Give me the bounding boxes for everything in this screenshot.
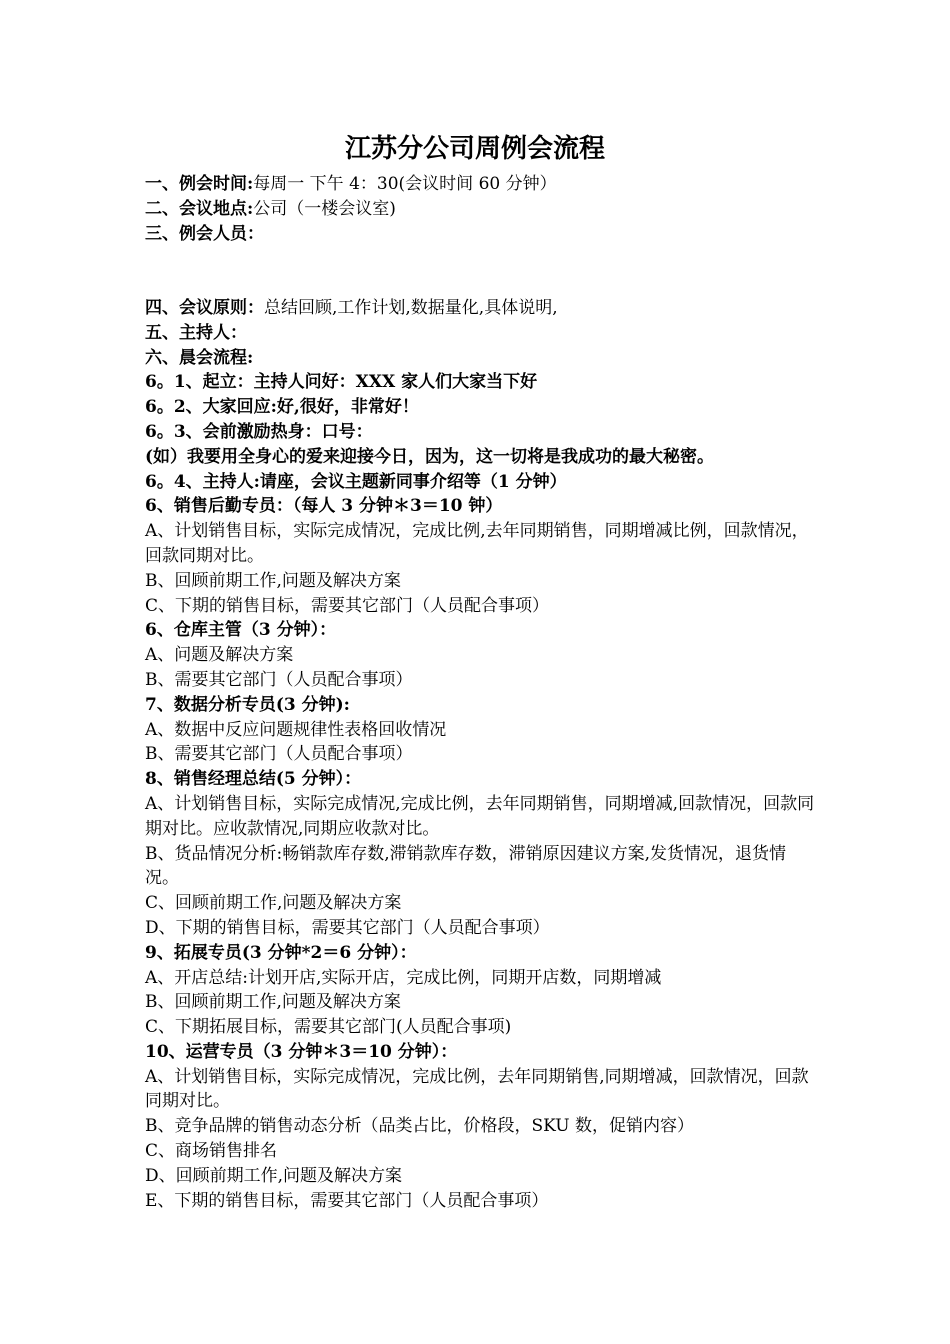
meeting-location-line: 二、会议地点:公司（一楼会议室) [145,198,396,219]
operations-item-d: D、回顾前期工作,问题及解决方案 [145,1165,403,1186]
operations-item-a: A、计划销售目标，实际完成情况，完成比例，去年同期销售,同期增减，回款情况，回款同期对比。 [145,1066,809,1112]
flow-step-6-2: 6。2、大家回应:好,很好，非常好！ [145,397,419,418]
data-analysis-item-b: B、需要其它部门（人员配合事项） [145,744,413,765]
section-expansion-heading: 9、拓展专员(3 分钟*2＝6 分钟）： [145,942,417,963]
document-title: 江苏分公司周例会流程 [344,134,605,164]
flow-step-6-4: 6。4、主持人:请座，会议主题新同事介绍等（1 分钟） [145,471,567,492]
sales-manager-item-d: D、下期的销售目标，需要其它部门（人员配合事项） [145,917,550,938]
operations-item-c: C、商场销售排名 [145,1141,278,1162]
sales-manager-item-b: B、货品情况分析:畅销款库存数,滞销款库存数，滞销原因建议方案,发货情况，退货情况。 [145,843,787,889]
data-analysis-item-a: A、数据中反应问题规律性表格回收情况 [145,719,447,740]
expansion-item-c: C、下期拓展目标，需要其它部门(人员配合事项) [145,1017,512,1038]
section-sales-support-heading: 6、销售后勤专员：（每人 3 分钟＊3＝10 钟） [145,496,503,517]
section-data-analysis-heading: 7、数据分析专员(3 分钟): [145,694,350,715]
expansion-item-b: B、回顾前期工作,问题及解决方案 [145,992,401,1013]
sales-support-item-a: A、计划销售目标，实际完成情况，完成比例,去年同期销售，同期增减比例，回款情况，回款同期对比。 [145,521,809,566]
slogan-line: (如）我要用全身心的爱来迎接今日，因为，这一切将是我成功的最大秘密。 [145,446,715,467]
sales-manager-item-a: A、计划销售目标，实际完成情况,完成比例，去年同期销售，同期增减,回款情况，回款同期对比。应收款情况,同期应收款对比。 [145,793,815,839]
section-operations-heading: 10、运营专员（3 分钟＊3＝10 分钟）： [145,1041,458,1062]
sales-support-item-b: B、回顾前期工作,问题及解决方案 [145,570,401,591]
operations-item-e: E、下期的销售目标，需要其它部门（人员配合事项） [145,1190,549,1211]
meeting-time-line: 一、例会时间:每周一 下午 4：30(会议时间 60 分钟） [145,174,557,194]
warehouse-item-a: A、问题及解决方案 [145,645,294,666]
meeting-attendees-line: 三、例会人员： [145,223,264,244]
section-warehouse-heading: 6、仓库主管（3 分钟）： [145,620,337,641]
meeting-principles-line: 四、会议原则：总结回顾,工作计划,数据量化,具体说明, [145,297,558,318]
sales-support-item-c: C、下期的销售目标，需要其它部门（人员配合事项） [145,595,550,616]
flow-step-6-1: 6。1、起立：主持人问好：XXX 家人们大家当下好 [145,372,538,393]
blank-space [145,246,815,296]
morning-meeting-flow-heading: 六、晨会流程: [145,347,254,368]
warehouse-item-b: B、需要其它部门（人员配合事项） [145,669,413,690]
section-sales-manager-heading: 8、销售经理总结(5 分钟）： [145,769,362,790]
flow-step-6-3: 6。3、会前激励热身：口号： [145,421,373,442]
sales-manager-item-c: C、回顾前期工作,问题及解决方案 [145,893,402,914]
expansion-item-a: A、开店总结:计划开店,实际开店，完成比例，同期开店数，同期增减 [145,967,662,988]
operations-item-b: B、竞争品牌的销售动态分析（品类占比，价格段，SKU 数，促销内容） [145,1116,694,1137]
host-line: 五、主持人： [145,322,247,343]
document-body [145,172,815,1213]
